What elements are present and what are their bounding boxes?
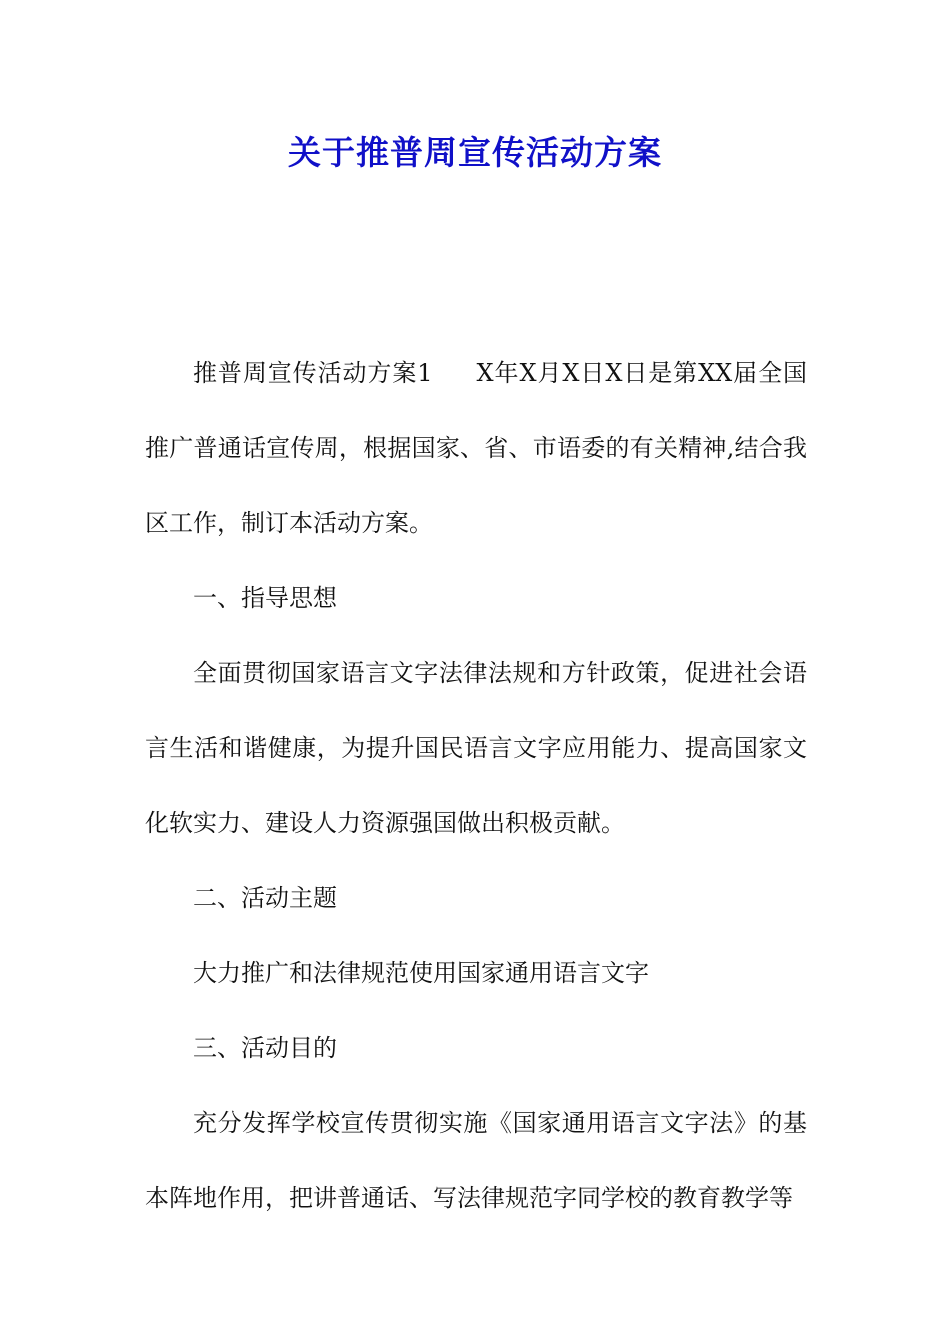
section3-paragraph: 充分发挥学校宣传贯彻实施《国家通用语言文字法》的基本阵地作用，把讲普通话、写法律规范字同学校的教育教学等 (145, 1109, 807, 1212)
intro-label: 推普周宣传活动方案1 (193, 359, 433, 387)
document-body (145, 336, 807, 1236)
section2-paragraph: 大力推广和法律规范使用国家通用语言文字 (193, 959, 649, 987)
intro-paragraph (145, 336, 807, 561)
intro-text: X年X月X日X日是第XX届全国推广普通话宣传周，根据国家、省、市语委的有关精神,结合我区工作，制订本活动方案。 (145, 359, 808, 537)
section1-heading: 一、指导思想 (193, 584, 337, 612)
section2-heading: 二、活动主题 (193, 884, 337, 912)
section1-paragraph: 全面贯彻国家语言文字法律法规和方针政策，促进社会语言生活和谐健康，为提升国民语言文字应用能力、提高国家文化软实力、建设人力资源强国做出积极贡献。 (145, 659, 807, 837)
document-title: 关于推普周宣传活动方案 (288, 133, 662, 172)
section3-heading: 三、活动目的 (193, 1034, 337, 1062)
